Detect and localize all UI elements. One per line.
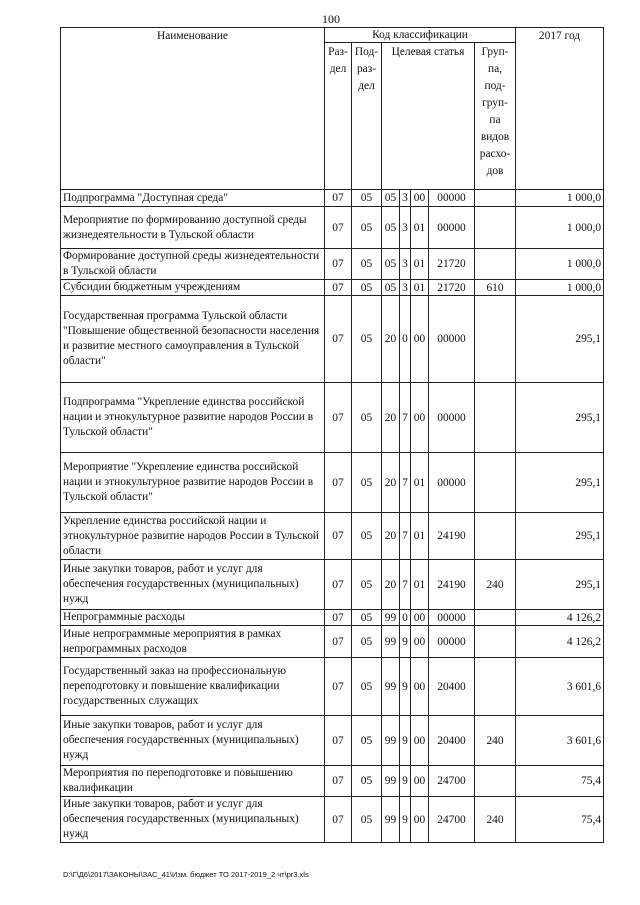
cell-name: Иные закупки товаров, работ и услуг для обеспечения государственных (муниципальных) нужд <box>61 560 325 610</box>
cell-section: 07 <box>325 207 352 249</box>
cell-expense-group: 240 <box>475 797 516 843</box>
cell-expense-group <box>475 190 516 207</box>
cell-target-direction: 24190 <box>429 560 475 610</box>
cell-subsection: 05 <box>352 296 382 383</box>
cell-target-subprogram: 9 <box>400 766 411 797</box>
cell-target-direction: 00000 <box>429 610 475 626</box>
cell-expense-group <box>475 513 516 560</box>
cell-target-direction: 00000 <box>429 626 475 658</box>
cell-amount: 1 000,0 <box>516 249 604 280</box>
cell-section: 07 <box>325 453 352 513</box>
header-section <box>325 43 352 190</box>
cell-target-direction: 24700 <box>429 766 475 797</box>
table-header <box>61 28 604 190</box>
cell-target-program: 05 <box>382 207 400 249</box>
cell-target-event: 00 <box>411 626 429 658</box>
cell-amount: 1 000,0 <box>516 207 604 249</box>
cell-name: Подпрограмма "Доступная среда" <box>61 190 325 207</box>
header-group-line: под- <box>484 80 506 92</box>
header-group-line: па, <box>488 63 502 75</box>
cell-target-program: 20 <box>382 383 400 453</box>
cell-target-event: 01 <box>411 249 429 280</box>
cell-target-subprogram: 9 <box>400 797 411 843</box>
cell-target-event: 00 <box>411 190 429 207</box>
header-subsection <box>352 43 382 190</box>
header-subsection-line: раз- <box>356 63 377 75</box>
cell-expense-group <box>475 453 516 513</box>
header-group-line: груп- <box>482 97 508 109</box>
cell-target-program: 20 <box>382 296 400 383</box>
cell-section: 07 <box>325 658 352 716</box>
cell-name: Формирование доступной среды жизнедеятельности в Тульской области <box>61 249 325 280</box>
budget-table <box>60 27 604 843</box>
table-row <box>61 249 604 280</box>
cell-target-event: 00 <box>411 296 429 383</box>
cell-subsection: 05 <box>352 249 382 280</box>
table-row <box>61 610 604 626</box>
header-subsection-line: дел <box>358 80 375 92</box>
cell-target-program: 99 <box>382 610 400 626</box>
cell-target-subprogram: 0 <box>400 610 411 626</box>
header-code-group: Код классификации <box>325 28 516 43</box>
cell-name: Иные закупки товаров, работ и услуг для обеспечения государственных (муниципальных) нужд <box>61 716 325 766</box>
cell-target-event: 00 <box>411 716 429 766</box>
cell-target-subprogram: 7 <box>400 383 411 453</box>
cell-subsection: 05 <box>352 190 382 207</box>
header-section-line: Раз- <box>328 46 348 58</box>
cell-amount: 4 126,2 <box>516 610 604 626</box>
cell-target-program: 05 <box>382 249 400 280</box>
cell-subsection: 05 <box>352 610 382 626</box>
cell-expense-group <box>475 296 516 383</box>
cell-target-direction: 21720 <box>429 249 475 280</box>
cell-target-program: 05 <box>382 280 400 296</box>
cell-amount: 1 000,0 <box>516 280 604 296</box>
cell-amount: 3 601,6 <box>516 658 604 716</box>
cell-target-subprogram: 3 <box>400 280 411 296</box>
cell-target-event: 00 <box>411 383 429 453</box>
table-row <box>61 716 604 766</box>
cell-section: 07 <box>325 716 352 766</box>
table-row <box>61 190 604 207</box>
cell-name: Непрограммные расходы <box>61 610 325 626</box>
cell-target-program: 99 <box>382 766 400 797</box>
header-group-line: расхо- <box>479 148 511 160</box>
cell-amount: 75,4 <box>516 766 604 797</box>
cell-target-program: 20 <box>382 453 400 513</box>
cell-section: 07 <box>325 513 352 560</box>
table-row <box>61 383 604 453</box>
cell-section: 07 <box>325 249 352 280</box>
cell-amount: 295,1 <box>516 560 604 610</box>
cell-target-event: 01 <box>411 513 429 560</box>
cell-target-event: 00 <box>411 766 429 797</box>
cell-target-subprogram: 9 <box>400 626 411 658</box>
header-name: Наименование <box>61 28 325 190</box>
cell-expense-group <box>475 207 516 249</box>
cell-target-program: 99 <box>382 626 400 658</box>
cell-target-program: 20 <box>382 513 400 560</box>
cell-amount: 295,1 <box>516 513 604 560</box>
cell-target-direction: 00000 <box>429 190 475 207</box>
table-row <box>61 296 604 383</box>
cell-target-direction: 20400 <box>429 658 475 716</box>
cell-target-event: 01 <box>411 280 429 296</box>
table-row <box>61 280 604 296</box>
table-body <box>61 190 604 843</box>
cell-name: Укрепление единства российской нации и этнокультурное развитие народов России в Тульской области <box>61 513 325 560</box>
cell-expense-group <box>475 766 516 797</box>
cell-amount: 3 601,6 <box>516 716 604 766</box>
table-row <box>61 658 604 716</box>
cell-target-direction: 20400 <box>429 716 475 766</box>
cell-name: Государственная программа Тульской области "Повышение общественной безопасности населения и развитие местного самоуправления в Тульской области" <box>61 296 325 383</box>
cell-section: 07 <box>325 610 352 626</box>
cell-target-subprogram: 9 <box>400 716 411 766</box>
table-row <box>61 797 604 843</box>
cell-section: 07 <box>325 797 352 843</box>
file-path-footer: D:\Г\Д6\2017\ЗАКОНЫ\ЗАС_41\Изм. бюджет ТО 2017-2019_2 чт\pr3.xls <box>63 870 309 879</box>
table-row <box>61 560 604 610</box>
cell-target-subprogram: 3 <box>400 190 411 207</box>
table-row <box>61 626 604 658</box>
table-row <box>61 513 604 560</box>
cell-subsection: 05 <box>352 658 382 716</box>
cell-subsection: 05 <box>352 207 382 249</box>
header-target-article-label: Целевая статья <box>391 46 465 58</box>
cell-name: Подпрограмма "Укрепление единства российской нации и этнокультурное развитие народов России в Тульской области" <box>61 383 325 453</box>
header-group-line: Груп- <box>481 46 509 58</box>
cell-target-direction: 00000 <box>429 207 475 249</box>
cell-target-program: 05 <box>382 190 400 207</box>
cell-target-program: 99 <box>382 797 400 843</box>
cell-section: 07 <box>325 560 352 610</box>
cell-target-subprogram: 7 <box>400 560 411 610</box>
cell-subsection: 05 <box>352 560 382 610</box>
cell-section: 07 <box>325 296 352 383</box>
cell-target-event: 01 <box>411 453 429 513</box>
header-year: 2017 год <box>516 28 604 190</box>
table-row <box>61 766 604 797</box>
cell-target-subprogram: 7 <box>400 513 411 560</box>
cell-name: Мероприятие по формированию доступной среды жизнедеятельности в Тульской области <box>61 207 325 249</box>
cell-section: 07 <box>325 280 352 296</box>
cell-section: 07 <box>325 766 352 797</box>
cell-target-subprogram: 0 <box>400 296 411 383</box>
cell-name: Государственный заказ на профессиональную переподготовку и повышение квалификации государственных служащих <box>61 658 325 716</box>
cell-target-direction: 24190 <box>429 513 475 560</box>
cell-subsection: 05 <box>352 797 382 843</box>
table-row <box>61 207 604 249</box>
cell-amount: 295,1 <box>516 296 604 383</box>
cell-target-program: 99 <box>382 658 400 716</box>
cell-target-subprogram: 3 <box>400 249 411 280</box>
header-group-line: па <box>489 114 501 126</box>
cell-name: Субсидии бюджетным учреждениям <box>61 280 325 296</box>
cell-subsection: 05 <box>352 383 382 453</box>
cell-expense-group <box>475 658 516 716</box>
cell-subsection: 05 <box>352 716 382 766</box>
cell-subsection: 05 <box>352 453 382 513</box>
cell-expense-group <box>475 249 516 280</box>
cell-expense-group: 240 <box>475 560 516 610</box>
cell-target-direction: 00000 <box>429 296 475 383</box>
cell-expense-group <box>475 626 516 658</box>
header-group-line: дов <box>486 165 504 177</box>
cell-section: 07 <box>325 190 352 207</box>
cell-target-subprogram: 7 <box>400 453 411 513</box>
cell-name: Иные закупки товаров, работ и услуг для обеспечения государственных (муниципальных) нужд <box>61 797 325 843</box>
header-subsection-line: Под- <box>354 46 379 58</box>
cell-expense-group <box>475 383 516 453</box>
cell-expense-group <box>475 610 516 626</box>
page-number: 100 <box>322 12 340 26</box>
cell-subsection: 05 <box>352 766 382 797</box>
header-section-line: дел <box>329 63 347 75</box>
header-expense-group <box>475 43 516 190</box>
cell-amount: 295,1 <box>516 453 604 513</box>
cell-target-event: 01 <box>411 207 429 249</box>
cell-subsection: 05 <box>352 280 382 296</box>
cell-section: 07 <box>325 626 352 658</box>
table-row <box>61 453 604 513</box>
cell-amount: 295,1 <box>516 383 604 453</box>
cell-subsection: 05 <box>352 626 382 658</box>
cell-section: 07 <box>325 383 352 453</box>
cell-amount: 1 000,0 <box>516 190 604 207</box>
cell-target-program: 20 <box>382 560 400 610</box>
cell-name: Мероприятия по переподготовке и повышению квалификации <box>61 766 325 797</box>
cell-target-direction: 24700 <box>429 797 475 843</box>
cell-amount: 4 126,2 <box>516 626 604 658</box>
cell-target-direction: 21720 <box>429 280 475 296</box>
cell-target-event: 00 <box>411 797 429 843</box>
cell-subsection: 05 <box>352 513 382 560</box>
cell-target-subprogram: 9 <box>400 658 411 716</box>
header-target-article <box>382 43 475 190</box>
cell-name: Мероприятие "Укрепление единства российской нации и этнокультурное развитие народов России в Тульской области" <box>61 453 325 513</box>
cell-name: Иные непрограммные мероприятия в рамках непрограммных расходов <box>61 626 325 658</box>
cell-amount: 75,4 <box>516 797 604 843</box>
cell-target-event: 00 <box>411 658 429 716</box>
cell-expense-group: 610 <box>475 280 516 296</box>
cell-target-event: 00 <box>411 610 429 626</box>
cell-target-program: 99 <box>382 716 400 766</box>
cell-target-event: 01 <box>411 560 429 610</box>
cell-target-subprogram: 3 <box>400 207 411 249</box>
cell-expense-group: 240 <box>475 716 516 766</box>
cell-target-direction: 00000 <box>429 383 475 453</box>
header-group-line: видов <box>480 131 510 143</box>
cell-target-direction: 00000 <box>429 453 475 513</box>
